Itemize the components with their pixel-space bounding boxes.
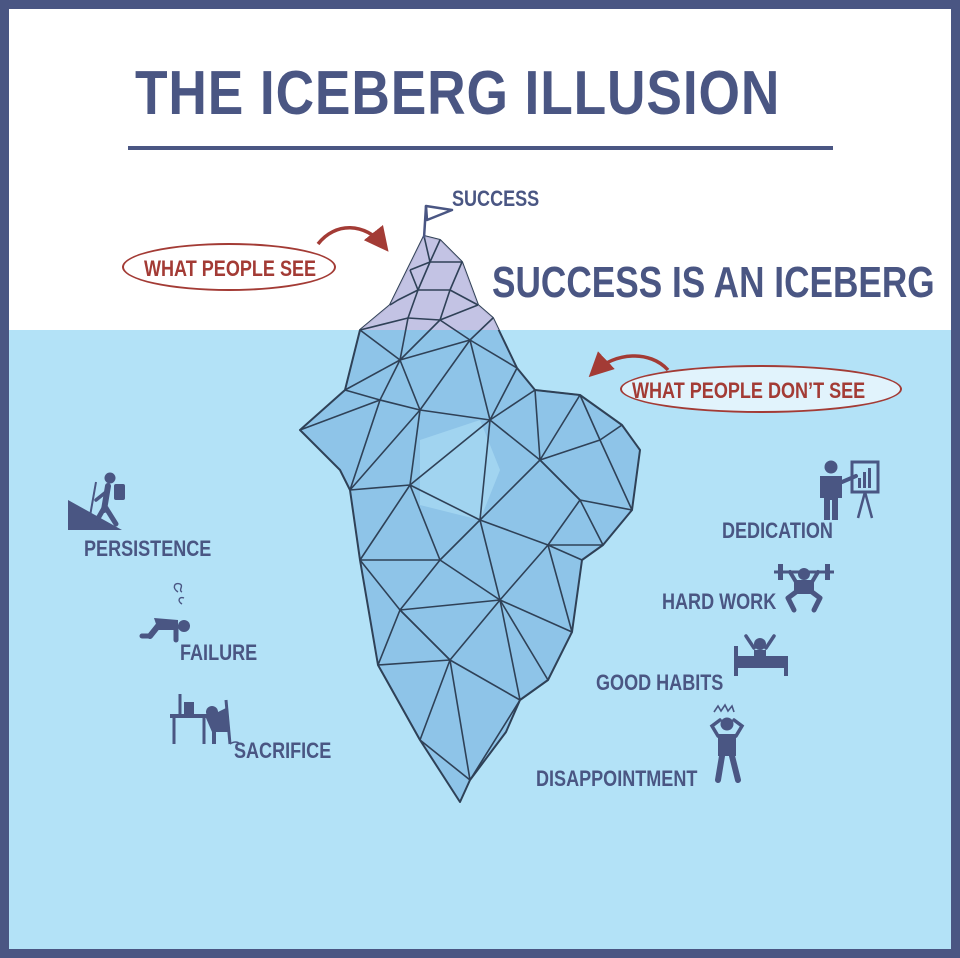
- page-title: THE ICEBERG ILLUSION: [135, 59, 781, 128]
- peak-label: SUCCESS: [452, 186, 540, 211]
- hiker-icon: [68, 473, 125, 531]
- fallen-person-icon: [142, 584, 190, 640]
- factor-disappointment: DISAPPOINTMENT: [536, 766, 698, 791]
- factor-good-habits: GOOD HABITS: [596, 670, 724, 695]
- factor-failure: FAILURE: [180, 640, 258, 665]
- weightlifter-icon: [774, 564, 834, 610]
- factor-dedication: DEDICATION: [722, 518, 833, 543]
- callout-what-people-see-text: WHAT PEOPLE SEE: [144, 256, 317, 281]
- desk-sleeper-icon: [170, 694, 240, 744]
- headline: SUCCESS IS AN ICEBERG: [492, 258, 935, 307]
- factor-persistence: PERSISTENCE: [84, 536, 212, 561]
- bed-icon: [736, 636, 788, 676]
- presenter-icon: [820, 461, 878, 521]
- arrow-to-peak: [318, 228, 384, 246]
- callout-what-people-dont-see-text: WHAT PEOPLE DON’T SEE: [632, 378, 866, 403]
- flag-icon: [424, 206, 452, 238]
- arrow-to-underwater: [594, 356, 668, 372]
- factor-hard-work: HARD WORK: [662, 589, 777, 614]
- factor-sacrifice: SACRIFICE: [234, 738, 332, 763]
- frustrated-person-icon: [712, 705, 742, 780]
